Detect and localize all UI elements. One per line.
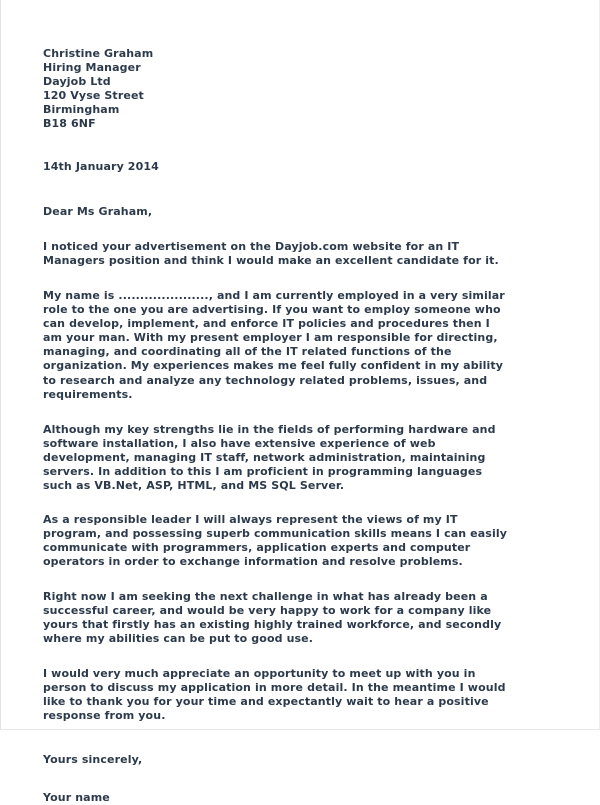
- paragraph-line: can develop, implement, and enforce IT policies and procedures then I: [43, 317, 490, 331]
- recipient-postcode: B18 6NF: [43, 117, 96, 131]
- paragraph-line: software installation, I also have extensive experience of web: [43, 436, 436, 450]
- recipient-address-block: [43, 47, 549, 132]
- paragraph-line: response from you.: [43, 709, 166, 723]
- paragraph-line: organization. My experiences makes me feel fully confident in my ability: [43, 359, 504, 373]
- leadership-paragraph: [43, 513, 549, 569]
- letter-salutation: Dear Ms Graham,: [43, 204, 153, 218]
- opening-paragraph: [43, 240, 549, 268]
- paragraph-line: servers. In addition to this I am proficient in programming languages: [43, 464, 483, 478]
- paragraph-line: like to thank you for your time and expectantly wait to hear a positive: [43, 695, 489, 709]
- paragraph-line: where my abilities can be put to good use.: [43, 631, 314, 645]
- paragraph-line: As a responsible leader I will always represent the views of my IT: [43, 513, 458, 527]
- letter-body: [43, 47, 549, 805]
- closing-paragraph: [43, 667, 549, 723]
- recipient-name: Christine Graham: [43, 47, 154, 60]
- paragraph-line: successful career, and would be very happy to work for a company like: [43, 603, 492, 617]
- experience-paragraph: [43, 289, 549, 402]
- letter-date: 14th January 2014: [43, 159, 159, 173]
- recipient-company: Dayjob Ltd: [43, 75, 111, 89]
- paragraph-line: am your man. With my present employer I am responsible for directing,: [43, 331, 498, 345]
- paragraph-line: development, managing IT staff, network administration, maintaining: [43, 450, 486, 464]
- paragraph-line: program, and possessing superb communication skills means I can easily: [43, 527, 508, 541]
- paragraph-line: Managers position and think I would make an excellent candidate for it.: [43, 253, 499, 267]
- paragraph-line: Although my key strengths lie in the fields of performing hardware and: [43, 422, 496, 436]
- paragraph-line: to research and analyze any technology related problems, issues, and: [43, 373, 488, 387]
- motivation-paragraph: [43, 590, 549, 646]
- paragraph-line: I noticed your advertisement on the Dayjob.com website for an IT: [43, 239, 460, 253]
- paragraph-line: requirements.: [43, 387, 133, 401]
- recipient-title: Hiring Manager: [43, 61, 141, 75]
- paragraph-line: communicate with programmers, application experts and computer: [43, 541, 471, 555]
- paragraph-line: managing, and coordinating all of the IT related functions of the: [43, 345, 452, 359]
- paragraph-line: I would very much appreciate an opportunity to meet up with you in: [43, 666, 476, 680]
- skills-paragraph: [43, 423, 549, 493]
- recipient-street: 120 Vyse Street: [43, 89, 144, 103]
- paragraph-line: operators in order to exchange information and resolve problems.: [43, 555, 463, 569]
- paragraph-line: person to discuss my application in more detail. In the meantime I would: [43, 681, 506, 694]
- letter-closing: Yours sincerely,: [43, 753, 143, 767]
- paragraph-line: such as VB.Net, ASP, HTML, and MS SQL Server.: [43, 479, 345, 493]
- paragraph-line: role to the one you are advertising. If you want to employ someone who: [43, 303, 501, 317]
- recipient-city: Birmingham: [43, 103, 120, 117]
- paragraph-line: Right now I am seeking the next challenge in what has already been a: [43, 589, 488, 603]
- letter-signature: Your name: [43, 791, 110, 805]
- paragraph-line: My name is ....................., and I am currently employed in a very similar: [43, 288, 505, 302]
- paragraph-line: yours that firstly has an existing highly trained workforce, and secondly: [43, 617, 502, 631]
